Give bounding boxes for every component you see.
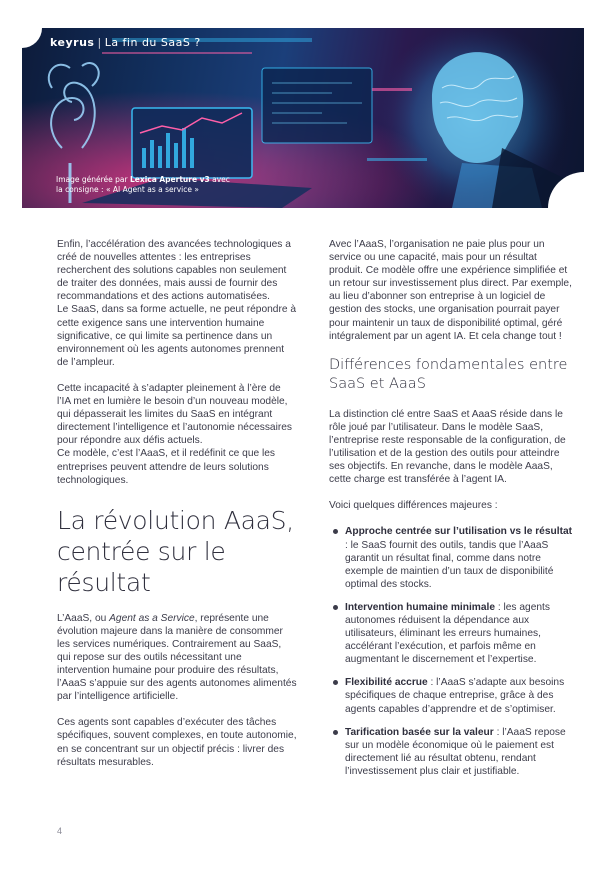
bullet-icon: [333, 680, 338, 685]
paragraph: Cette incapacité à s’adapter pleinement à l’ère de l’IA met en lumière le besoin d’un nouveau modèle, qui dépasserait les limites du SaaS en intégrant directement l’intelligence et l’autonomie nécessaires pour répondre aux défis actuels. Ce modèle, c’est l’AaaS, et il redéfinit ce que les entreprises peuvent attendre de leurs solutions technologiques.: [57, 382, 293, 486]
paragraph: La distinction clé entre SaaS et AaaS réside dans le rôle joué par l’utilisateur. Dans le modèle SaaS, l’entreprise reste responsable de la configuration, de l’utilisation et de la gestion des outils pour atteindre ses objectifs. En revanche, dans le modèle AaaS, cette charge est transférée à l’agent IA.: [329, 408, 566, 486]
brand-logo: keyrus: [50, 36, 95, 49]
image-caption: Image générée par Lexica Aperture v3 avec la consigne : « AI Agent as a service »: [56, 175, 230, 194]
right-column: [329, 238, 573, 788]
page-number: 4: [57, 826, 63, 836]
bullet-icon: [333, 730, 338, 735]
document-title: La fin du SaaS ?: [104, 36, 201, 49]
list-item: Tarification basée sur la valeur : l’AaaS repose sur un modèle économique où le paiement est directement lié au résultat obtenu, rendant l’investissement plus clair et justifiable.: [329, 726, 573, 778]
list-item: Flexibilité accrue : l’AaaS s’adapte aux besoins spécifiques de chaque entreprise, grâce à des agents capables d’apprendre et de s’optimiser.: [329, 676, 573, 715]
paragraph: Avec l’AaaS, l’organisation ne paie plus pour un service ou une capacité, mais pour un résultat produit. Ce modèle offre une expérience simplifiée et un retour sur investissement plus direct. Par exemple, au lieu d’abonner son entreprise à un logiciel de gestion des stocks, une organisation pourrait payer pour maintenir un taux de disponibilité optimal, géré intégralement par un agent IA. Et cela change tout !: [329, 239, 572, 342]
list-item: Intervention humaine minimale : les agents autonomes réduisent la dépendance aux utilisateurs, éliminant les erreurs humaines, accélérant l’exécution, et parfois même en augmentant le discernement et l’expertise.: [329, 601, 573, 666]
section-heading: Différences fondamentales entre SaaS et AaaS: [329, 356, 568, 392]
differences-list: [329, 525, 573, 778]
bullet-icon: [333, 529, 338, 534]
left-column: [57, 238, 297, 782]
bullet-icon: [333, 605, 338, 610]
list-item: Approche centrée sur l’utilisation vs le résultat : le SaaS fournit des outils, tandis que l’AaaS garantit un résultat final, comme dans notre exemple de maintien d’un taux de disponibilité optimal des stocks.: [329, 525, 573, 590]
hero-banner: [22, 28, 584, 208]
paragraph: L’AaaS, ou Agent as a Service, représente une évolution majeure dans la manière de consommer les services numériques. Contrairement au SaaS, qui repose sur des outils nécessitant une intervention humaine pour produire des résultats, l’AaaS s’appuie sur des agents autonomes alimentés par l’intelligence artificielle.: [57, 612, 297, 703]
paragraph: Enfin, l’accélération des avancées technologiques a créé de nouvelles attentes : les entreprises recherchent des solutions capables non seulement de traiter des données, mais aussi de fournir des recommandations et des actions automatisées. Le SaaS, dans sa forme actuelle, ne peut répondre à cette exigence sans une intervention humaine significative, ce qui limite sa pertinence dans un environnement où les agents autonomes prennent de l’ampleur.: [57, 239, 296, 368]
paragraph: Ces agents sont capables d’exécuter des tâches spécifiques, souvent complexes, en toute autonomie, en se concentrant sur un objectif précis : livrer des résultats mesurables.: [57, 717, 297, 768]
header-brand: keyrus | La fin du SaaS ?: [50, 36, 201, 49]
section-heading: La révolution AaaS, centrée sur le résultat: [57, 505, 294, 597]
paragraph: Voici quelques différences majeures :: [329, 500, 498, 512]
